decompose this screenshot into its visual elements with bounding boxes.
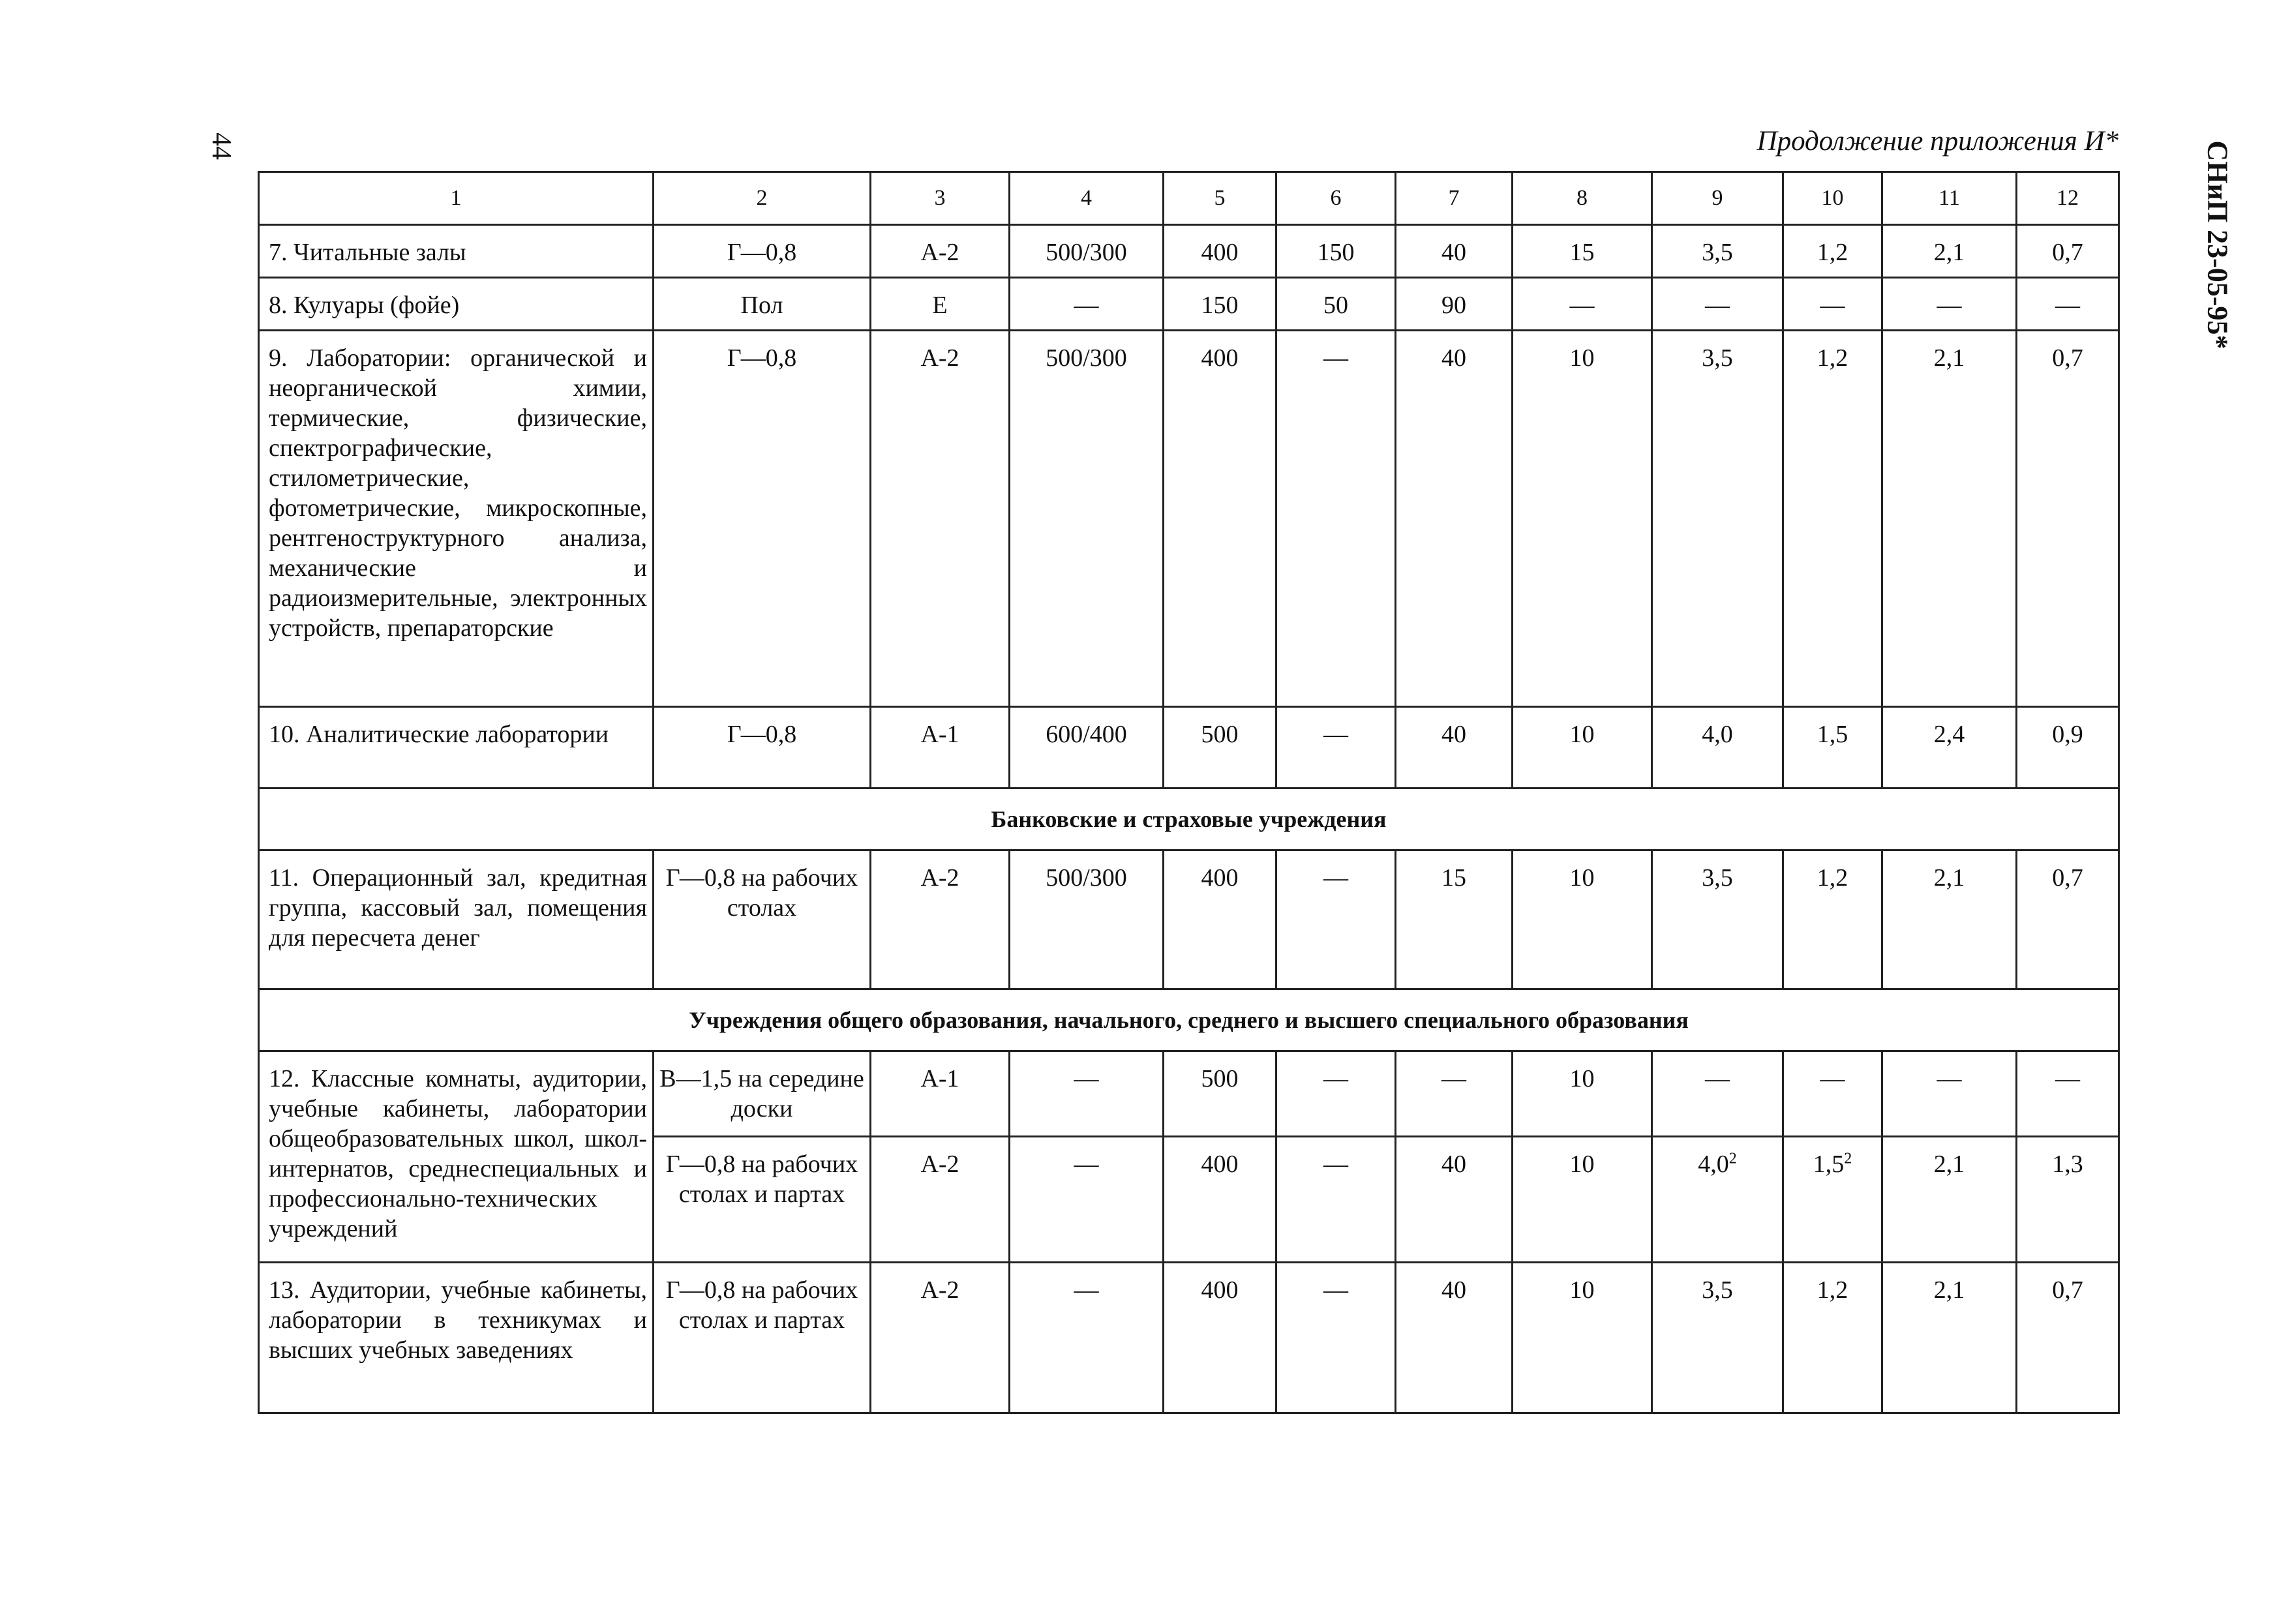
table-cell: 1,2: [1783, 225, 1882, 278]
table-cell: 2,1: [1882, 1263, 2017, 1413]
table-cell: 0,9: [2017, 707, 2119, 789]
table-cell: 2,1: [1882, 850, 2017, 989]
table-cell: Е: [871, 278, 1010, 331]
table-cell: 500/300: [1010, 331, 1164, 707]
norms-table: [258, 171, 2120, 1414]
table-cell: 3,5: [1652, 331, 1783, 707]
continuation-title: Продолжение приложения И*: [1757, 126, 2119, 157]
table-cell: —: [1396, 1051, 1513, 1137]
section-heading: Учреждения общего образования, начального, среднего и высшего специального образования: [259, 989, 2119, 1051]
page-number: 44: [206, 132, 236, 160]
table-cell: 15: [1513, 225, 1652, 278]
table-cell: —: [1513, 278, 1652, 331]
table-cell: 150: [1276, 225, 1396, 278]
table-cell: 1,2: [1783, 1263, 1882, 1413]
cell-value: 4,0: [1698, 1150, 1729, 1178]
table-row: [259, 225, 2119, 278]
table-cell: —: [1276, 1263, 1396, 1413]
table-cell: Г—0,8: [654, 707, 871, 789]
table-cell: 400: [1164, 850, 1276, 989]
table-cell: 500/300: [1010, 850, 1164, 989]
table-cell: 0,7: [2017, 1263, 2119, 1413]
header-cell: 5: [1164, 172, 1276, 225]
table-cell: —: [1783, 278, 1882, 331]
table-cell: Пол: [654, 278, 871, 331]
table-cell: А-2: [871, 225, 1010, 278]
table-cell: 3,5: [1652, 850, 1783, 989]
table-row: [259, 850, 2119, 989]
table-cell: 15: [1396, 850, 1513, 989]
table-cell: А-2: [871, 1263, 1010, 1413]
table-cell: 2,4: [1882, 707, 2017, 789]
table-cell: 400: [1164, 1137, 1276, 1263]
table-cell: —: [1276, 331, 1396, 707]
header-cell: 7: [1396, 172, 1513, 225]
table-cell: 2,1: [1882, 1137, 2017, 1263]
table-cell: —: [1010, 1051, 1164, 1137]
header-cell: 2: [654, 172, 871, 225]
table-cell: 0,7: [2017, 850, 2119, 989]
table-row: [259, 331, 2119, 707]
table-cell: 2,1: [1882, 225, 2017, 278]
table-cell: 1,3: [2017, 1137, 2119, 1263]
table-row: [259, 278, 2119, 331]
table-row: [259, 1051, 2119, 1137]
table-cell: 10: [1513, 1051, 1652, 1137]
table-cell: 500/300: [1010, 225, 1164, 278]
table-cell: А-2: [871, 1137, 1010, 1263]
document-code: СНиП 23-05-95*: [2201, 140, 2234, 350]
room-name-cell: 8. Кулуары (фойе): [259, 278, 654, 331]
table-cell: Г—0,8 на рабочих столах и партах: [654, 1263, 871, 1413]
header-cell: 4: [1010, 172, 1164, 225]
table-cell: Г—0,8: [654, 225, 871, 278]
table-cell: А-2: [871, 850, 1010, 989]
table-cell: —: [1010, 1137, 1164, 1263]
table-cell: 10: [1513, 1263, 1652, 1413]
table-cell: 3,5: [1652, 225, 1783, 278]
footnote-mark: 2: [1844, 1150, 1852, 1167]
table-cell: [1783, 1137, 1882, 1263]
section-row: [259, 989, 2119, 1051]
table-cell: 400: [1164, 331, 1276, 707]
table-cell: —: [1010, 1263, 1164, 1413]
table-cell: 0,7: [2017, 331, 2119, 707]
room-name-cell: 12. Классные комнаты, аудитории, учебные кабинеты, лаборатории общеобразовательных школ, школ-интернатов, среднеспециальных и профессионально-технических учреждений: [259, 1051, 654, 1263]
table-cell: 0,7: [2017, 225, 2119, 278]
table-cell: 40: [1396, 225, 1513, 278]
header-cell: 6: [1276, 172, 1396, 225]
table-cell: —: [1276, 850, 1396, 989]
table-cell: —: [1783, 1051, 1882, 1137]
table-cell: А-1: [871, 707, 1010, 789]
table-cell: Г—0,8: [654, 331, 871, 707]
header-cell: 11: [1882, 172, 2017, 225]
table-row: [259, 1263, 2119, 1413]
table-cell: В—1,5 на середине доски: [654, 1051, 871, 1137]
table-cell: 10: [1513, 331, 1652, 707]
table-cell: 40: [1396, 1263, 1513, 1413]
table-cell: —: [2017, 278, 2119, 331]
table-row: [259, 707, 2119, 789]
table-cell: 1,2: [1783, 850, 1882, 989]
table-cell: —: [1276, 707, 1396, 789]
section-heading: Банковские и страховые учреждения: [259, 789, 2119, 850]
table-cell: —: [1652, 278, 1783, 331]
table-cell: 10: [1513, 1137, 1652, 1263]
header-cell: 8: [1513, 172, 1652, 225]
table-cell: 10: [1513, 707, 1652, 789]
table-cell: Г—0,8 на рабочих столах и партах: [654, 1137, 871, 1263]
table-cell: 500: [1164, 707, 1276, 789]
table-cell: 600/400: [1010, 707, 1164, 789]
table-cell: Г—0,8 на рабочих столах: [654, 850, 871, 989]
table-cell: 90: [1396, 278, 1513, 331]
table-cell: 150: [1164, 278, 1276, 331]
table-cell: 1,5: [1783, 707, 1882, 789]
table-cell: 40: [1396, 1137, 1513, 1263]
table-cell: —: [1882, 1051, 2017, 1137]
table-cell: —: [1276, 1137, 1396, 1263]
footnote-mark: 2: [1728, 1150, 1737, 1167]
table-cell: А-2: [871, 331, 1010, 707]
table-cell: 4,0: [1652, 707, 1783, 789]
table-cell: 500: [1164, 1051, 1276, 1137]
room-name-cell: 11. Операционный зал, кредитная группа, кассовый зал, помещения для пересчета денег: [259, 850, 654, 989]
room-name-cell: 7. Читальные залы: [259, 225, 654, 278]
table-cell: —: [1276, 1051, 1396, 1137]
header-cell: 9: [1652, 172, 1783, 225]
table-cell: [1652, 1137, 1783, 1263]
table-cell: 400: [1164, 1263, 1276, 1413]
table-cell: 40: [1396, 331, 1513, 707]
table-cell: —: [1010, 278, 1164, 331]
table-cell: —: [2017, 1051, 2119, 1137]
table-cell: —: [1652, 1051, 1783, 1137]
header-cell: 12: [2017, 172, 2119, 225]
header-cell: 3: [871, 172, 1010, 225]
header-cell: 10: [1783, 172, 1882, 225]
header-cell: 1: [259, 172, 654, 225]
table-cell: 40: [1396, 707, 1513, 789]
table-cell: 50: [1276, 278, 1396, 331]
table-cell: А-1: [871, 1051, 1010, 1137]
table-cell: 2,1: [1882, 331, 2017, 707]
table-cell: —: [1882, 278, 2017, 331]
table-cell: 1,2: [1783, 331, 1882, 707]
room-name-cell: 9. Лаборатории: органической и неорганической химии, термические, физические, спектрографические, стилометрические, фотометрические, микроскопные, рентгеноструктурного анализа, механические и радиоизмерительные, электронных устройств, препараторские: [259, 331, 654, 707]
room-name-cell: 10. Аналитические лаборатории: [259, 707, 654, 789]
table-header-row: [259, 172, 2119, 225]
table-cell: 400: [1164, 225, 1276, 278]
table-cell: 3,5: [1652, 1263, 1783, 1413]
cell-value: 1,5: [1813, 1150, 1845, 1178]
table-cell: 10: [1513, 850, 1652, 989]
section-row: [259, 789, 2119, 850]
room-name-cell: 13. Аудитории, учебные кабинеты, лаборатории в техникумах и высших учебных заведениях: [259, 1263, 654, 1413]
